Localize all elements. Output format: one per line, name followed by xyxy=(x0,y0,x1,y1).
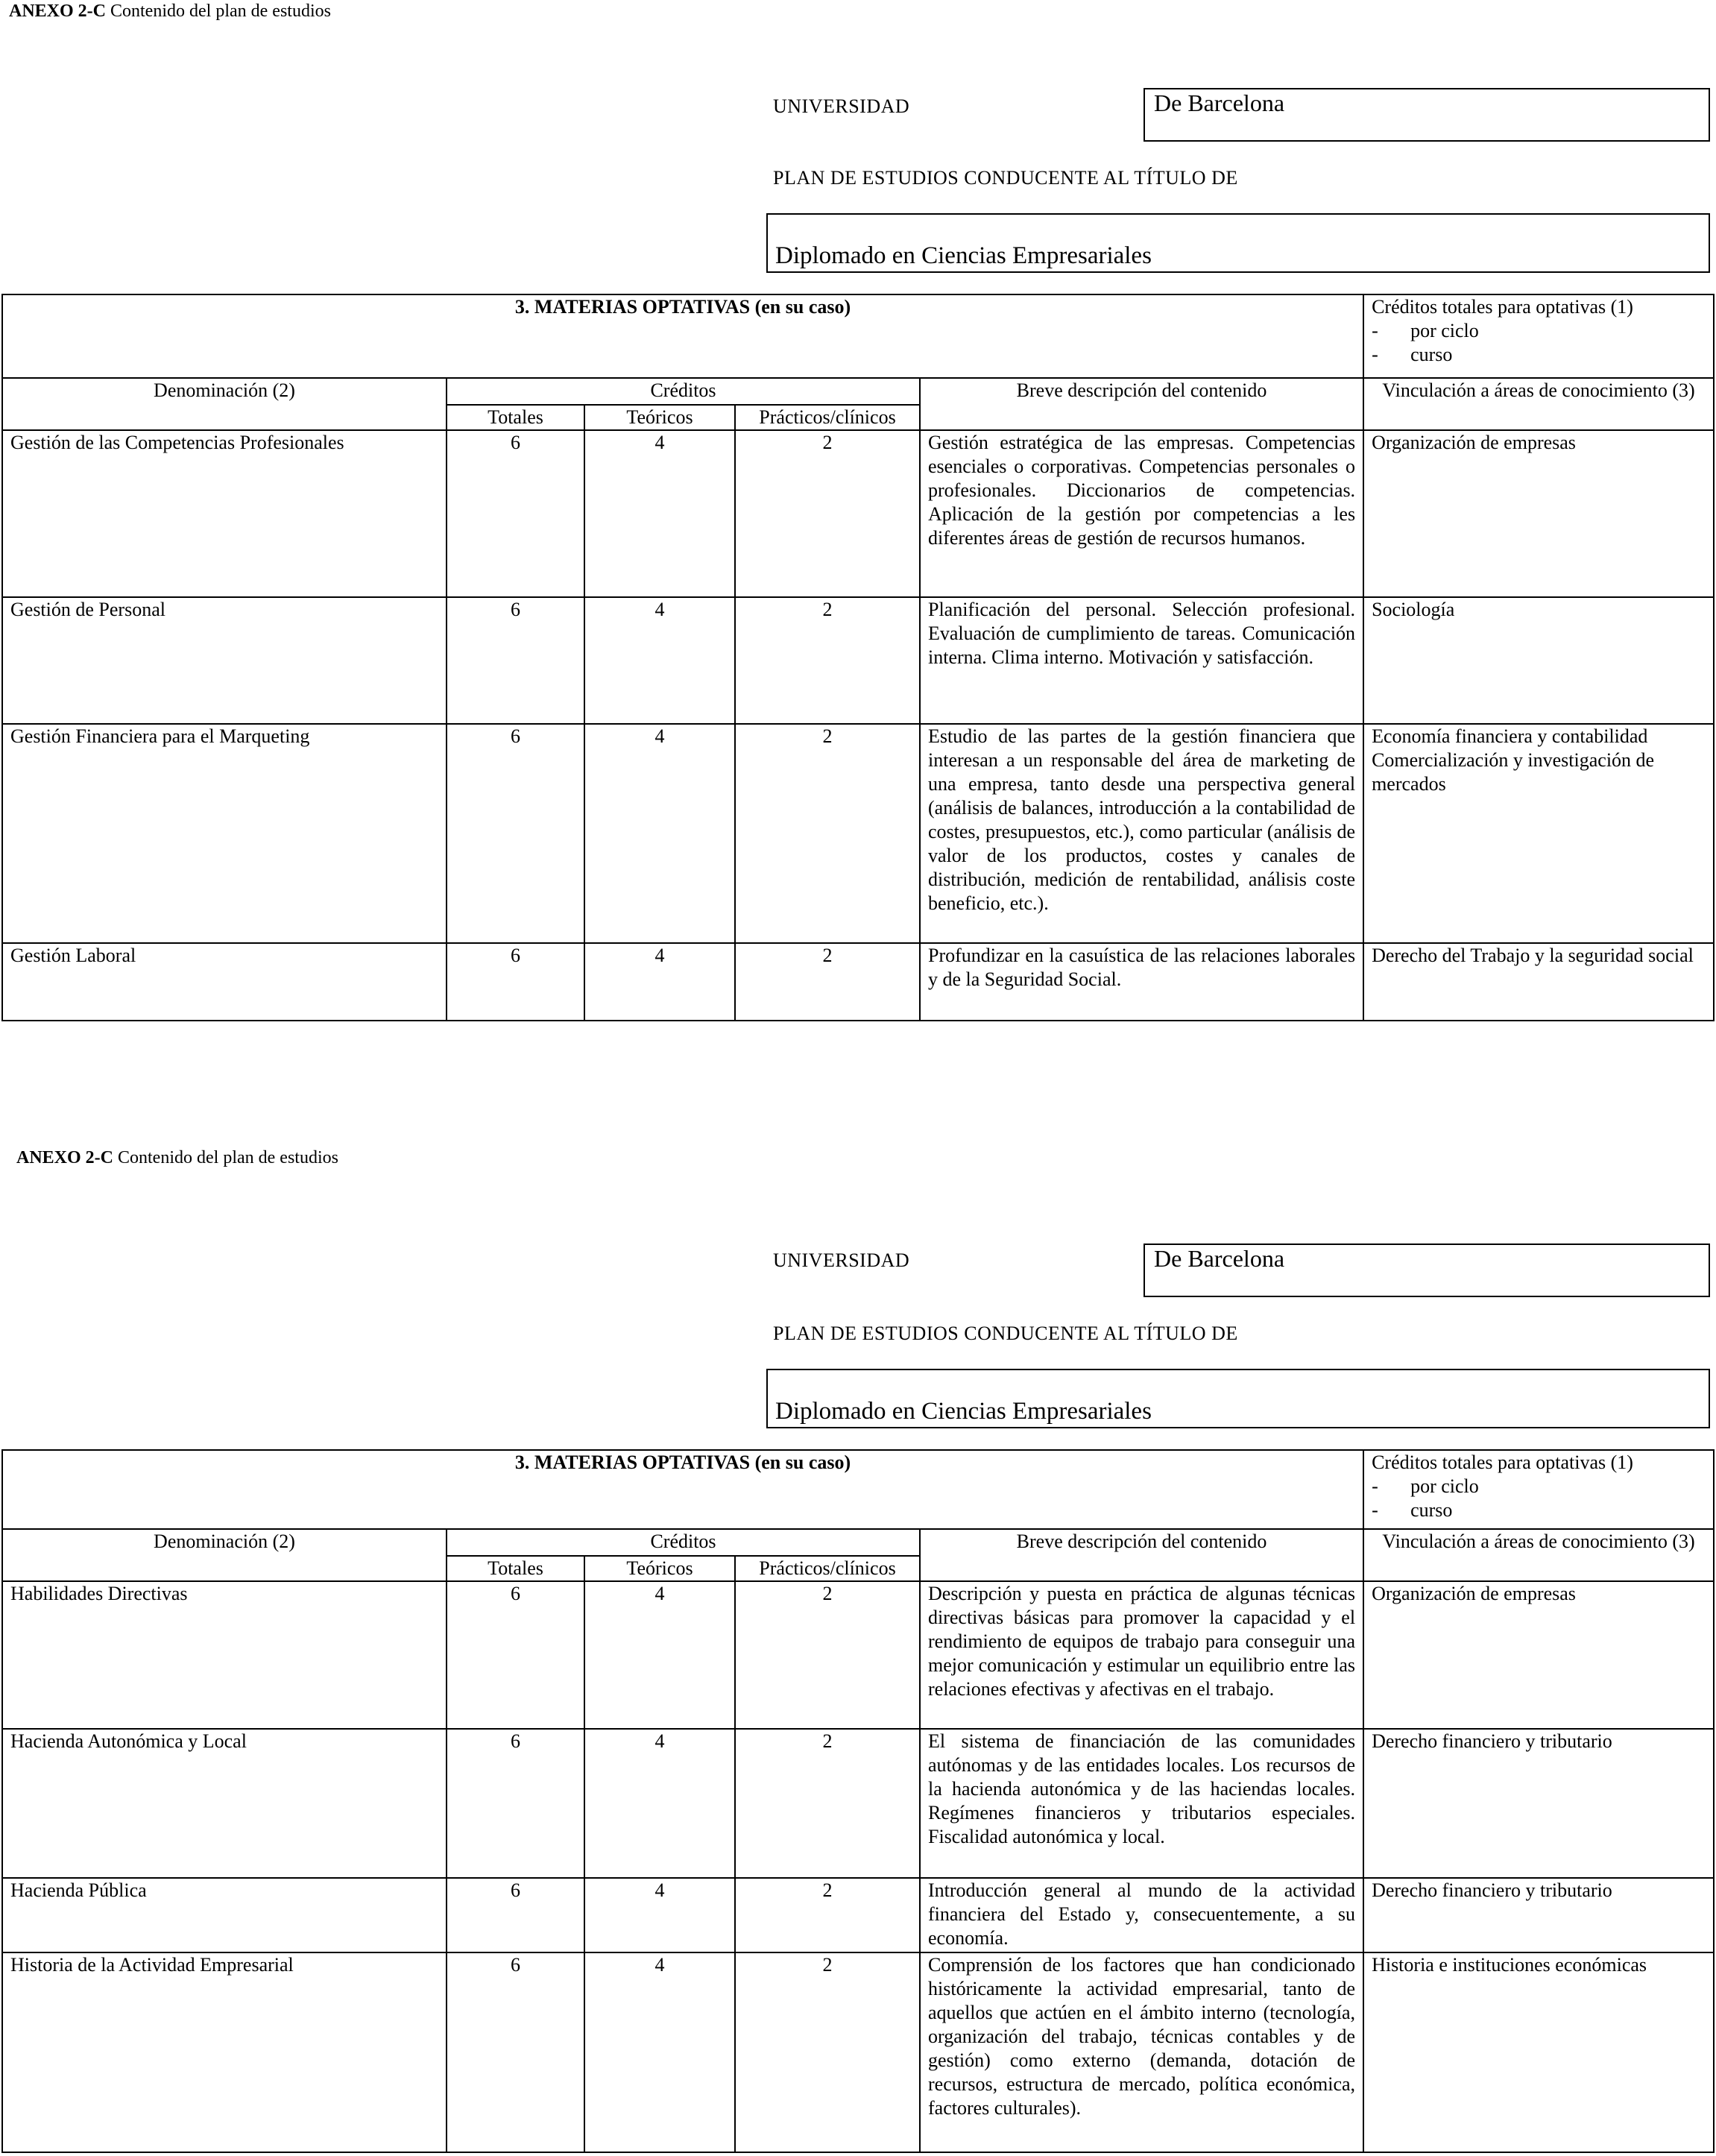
totals-item: - curso xyxy=(1372,1499,1453,1521)
totals-item: - por ciclo xyxy=(1372,1475,1479,1497)
subject-area: Organización de empresas xyxy=(1363,1581,1714,1729)
totals-header: Créditos totales para optativas (1) xyxy=(1372,296,1633,318)
subject-area: Derecho del Trabajo y la seguridad social xyxy=(1363,943,1714,1021)
subject-name: Gestión Financiera para el Marqueting xyxy=(2,724,447,943)
header-practicos: Prácticos/clínicos xyxy=(735,1556,920,1581)
university-label: UNIVERSIDAD xyxy=(773,95,910,117)
annex-heading: ANEXO 2-C Contenido del plan de estudios xyxy=(9,1,331,21)
credits-teoricos: 4 xyxy=(584,430,735,597)
credits-teoricos: 4 xyxy=(584,1878,735,1952)
subject-description: Comprensión de los factores que han condicionado históricamente la actividad empresarial, tanto de aquellos que actúen en el ámbito interno (tecnología, organización del trabajo, técnicas contables y de gestión) como externo (demanda, dotación de recursos, estructura de mercado, política económica, factores culturales). xyxy=(920,1952,1363,2152)
credits-totales: 6 xyxy=(447,1729,584,1878)
subject-name: Gestión Laboral xyxy=(2,943,447,1021)
credits-practicos: 2 xyxy=(735,1878,920,1952)
table-title: 3. MATERIAS OPTATIVAS (en su caso) xyxy=(2,1450,1363,1529)
subject-name: Habilidades Directivas xyxy=(2,1581,447,1729)
table-row xyxy=(2,943,1714,1021)
subject-description: Descripción y puesta en práctica de algunas técnicas directivas básicas para promover la capacidad y el rendimiento de equipos de trabajo para conseguir una mejor comunicación y estimular un equilibrio entre las relaciones efectivas y afectivas en el trabajo. xyxy=(920,1581,1363,1729)
header-denominacion: Denominación (2) xyxy=(2,1529,447,1581)
subject-description: Planificación del personal. Selección profesional. Evaluación de cumplimiento de tareas. Comunicación interna. Clima interno. Motivación y satisfacción. xyxy=(920,597,1363,724)
table-title: 3. MATERIAS OPTATIVAS (en su caso) xyxy=(2,294,1363,378)
subject-area: Sociología xyxy=(1363,597,1714,724)
credits-totales: 6 xyxy=(447,1952,584,2152)
header-vinculacion: Vinculación a áreas de conocimiento (3) xyxy=(1363,378,1714,430)
header-totales: Totales xyxy=(447,1556,584,1581)
credits-practicos: 2 xyxy=(735,1952,920,2152)
subject-description: Profundizar en la casuística de las relaciones laborales y de la Seguridad Social. xyxy=(920,943,1363,1021)
subject-name: Gestión de Personal xyxy=(2,597,447,724)
subject-description: Gestión estratégica de las empresas. Competencias esenciales o corporativas. Competencias personales o profesionales. Diccionarios de competencias. Aplicación de la gestión por competencias a les diferentes áreas de gestión de recursos humanos. xyxy=(920,430,1363,597)
credits-teoricos: 4 xyxy=(584,597,735,724)
table-row xyxy=(2,1581,1714,1729)
degree-title: Diplomado en Ciencias Empresariales xyxy=(775,1398,1152,1425)
credits-teoricos: 4 xyxy=(584,1952,735,2152)
university-box xyxy=(1144,1244,1710,1297)
optional-subjects-table xyxy=(1,294,1715,1021)
subject-area: Organización de empresas xyxy=(1363,430,1714,597)
table-row xyxy=(2,1729,1714,1878)
subject-name: Hacienda Pública xyxy=(2,1878,447,1952)
university-box xyxy=(1144,88,1710,142)
totals-item: - por ciclo xyxy=(1372,320,1479,341)
plan-label: PLAN DE ESTUDIOS CONDUCENTE AL TÍTULO DE xyxy=(773,167,1238,189)
subject-description: Introducción general al mundo de la actividad financiera del Estado y, consecuentemente, a su economía. xyxy=(920,1878,1363,1952)
optional-subjects-table xyxy=(1,1449,1715,2153)
credits-totales: 6 xyxy=(447,724,584,943)
subject-description: Estudio de las partes de la gestión financiera que interesan a un responsable del área de marketing de una empresa, tanto desde una perspectiva general (análisis de balances, introducción a la contabilidad de costes, presupuestos, etc.), como particular (análisis de valor de los productos, costes y canales de distribución, medición de rentabilidad, análisis coste beneficio, etc.). xyxy=(920,724,1363,943)
header-creditos: Créditos xyxy=(447,378,920,405)
university-value: De Barcelona xyxy=(1154,1245,1285,1272)
degree-box xyxy=(766,213,1710,273)
subject-name: Hacienda Autonómica y Local xyxy=(2,1729,447,1878)
subject-area: Derecho financiero y tributario xyxy=(1363,1729,1714,1878)
credits-practicos: 2 xyxy=(735,724,920,943)
credits-teoricos: 4 xyxy=(584,943,735,1021)
totals-item: - curso xyxy=(1372,344,1453,365)
credits-totales: 6 xyxy=(447,943,584,1021)
header-vinculacion: Vinculación a áreas de conocimiento (3) xyxy=(1363,1529,1714,1581)
degree-title: Diplomado en Ciencias Empresariales xyxy=(775,242,1152,269)
credits-teoricos: 4 xyxy=(584,1729,735,1878)
credits-practicos: 2 xyxy=(735,597,920,724)
table-row xyxy=(2,724,1714,943)
subject-description: El sistema de financiación de las comunidades autónomas y de las entidades locales. Los recursos de la hacienda autonómica y de las haciendas locales. Regímenes financieros y tributarios especiales. Fiscalidad autonómica y local. xyxy=(920,1729,1363,1878)
header-creditos: Créditos xyxy=(447,1529,920,1556)
header-descripcion: Breve descripción del contenido xyxy=(920,1529,1363,1581)
header-descripcion: Breve descripción del contenido xyxy=(920,378,1363,430)
credits-practicos: 2 xyxy=(735,943,920,1021)
credits-practicos: 2 xyxy=(735,430,920,597)
header-teoricos: Teóricos xyxy=(584,405,735,430)
header-practicos: Prácticos/clínicos xyxy=(735,405,920,430)
table-row xyxy=(2,1952,1714,2152)
subject-area: Derecho financiero y tributario xyxy=(1363,1878,1714,1952)
university-value: De Barcelona xyxy=(1154,89,1285,116)
credits-teoricos: 4 xyxy=(584,1581,735,1729)
plan-label: PLAN DE ESTUDIOS CONDUCENTE AL TÍTULO DE xyxy=(773,1323,1238,1344)
credits-totales: 6 xyxy=(447,430,584,597)
credits-practicos: 2 xyxy=(735,1581,920,1729)
totals-cell xyxy=(1363,1450,1714,1529)
subject-area: Economía financiera y contabilidad Comercialización y investigación de mercados xyxy=(1363,724,1714,943)
credits-totales: 6 xyxy=(447,1878,584,1952)
table-row xyxy=(2,430,1714,597)
header-totales: Totales xyxy=(447,405,584,430)
university-label: UNIVERSIDAD xyxy=(773,1249,910,1271)
credits-practicos: 2 xyxy=(735,1729,920,1878)
subject-name: Historia de la Actividad Empresarial xyxy=(2,1952,447,2152)
subject-name: Gestión de las Competencias Profesionales xyxy=(2,430,447,597)
table-row xyxy=(2,597,1714,724)
header-teoricos: Teóricos xyxy=(584,1556,735,1581)
table-row xyxy=(2,1878,1714,1952)
credits-totales: 6 xyxy=(447,597,584,724)
totals-header: Créditos totales para optativas (1) xyxy=(1372,1451,1633,1473)
annex-heading: ANEXO 2-C Contenido del plan de estudios xyxy=(16,1148,338,1167)
credits-teoricos: 4 xyxy=(584,724,735,943)
degree-box xyxy=(766,1369,1710,1428)
subject-area: Historia e instituciones económicas xyxy=(1363,1952,1714,2152)
totals-cell xyxy=(1363,294,1714,378)
header-denominacion: Denominación (2) xyxy=(2,378,447,430)
credits-totales: 6 xyxy=(447,1581,584,1729)
